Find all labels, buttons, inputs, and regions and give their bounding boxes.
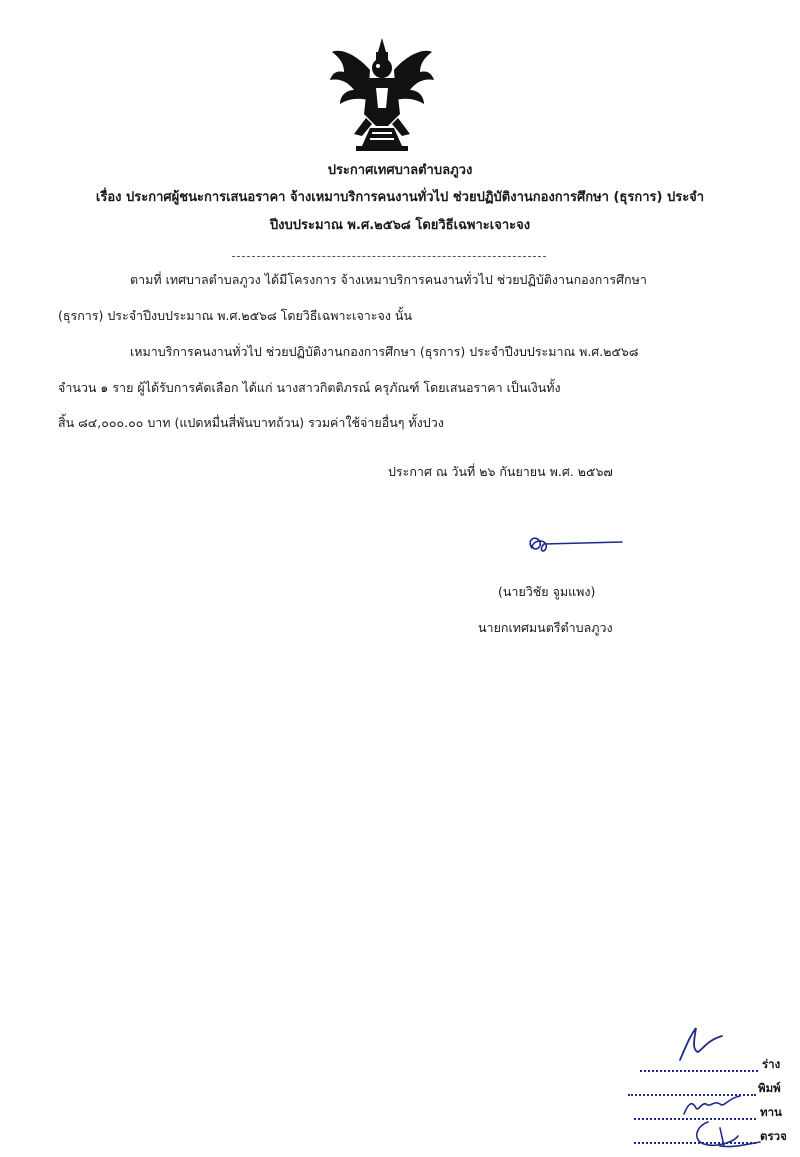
- drafter-initial-mark: [672, 1022, 732, 1064]
- signature-mark: [522, 530, 632, 560]
- checker-initial-mark: [690, 1118, 770, 1150]
- proof-label: ทาน: [760, 1105, 782, 1119]
- agency-title: ประกาศเทศบาลตำบลภูวง: [327, 163, 473, 178]
- paragraph-1-line-2: (ธุรการ) ประจำปีงบประมาณ พ.ศ.๒๕๖๘ โดยวิธีเฉพาะเจาะจง นั้น: [58, 308, 412, 323]
- print-label: พิมพ์: [758, 1081, 781, 1095]
- draft-label: ร่าง: [762, 1057, 781, 1071]
- signatory-name: (นายวิชัย จูมแพง): [498, 584, 596, 599]
- announcement-date: ประกาศ ณ วันที่ ๒๖ กันยายน พ.ศ. ๒๕๖๗: [388, 464, 613, 479]
- check-label: ตรวจ: [760, 1129, 787, 1143]
- draft-dotted-line: [640, 1070, 758, 1072]
- signatory-title: นายกเทศมนตรีตำบลภูวง: [478, 620, 613, 635]
- paragraph-1-line-1: ตามที่ เทศบาลตำบลภูวง ได้มีโครงการ จ้างเหมาบริการคนงานทั่วไป ช่วยปฏิบัติงานกองการศึกษา: [130, 272, 647, 287]
- paragraph-2-line-2: จำนวน ๑ ราย ผู้ได้รับการคัดเลือก ได้แก่ นางสาวกิตติภรณ์ ครุภัณฑ์ โดยเสนอราคา เป็นเงินทั้ง: [58, 380, 561, 395]
- paragraph-2-line-1: เหมาบริการคนงานทั่วไป ช่วยปฏิบัติงานกองการศึกษา (ธุรการ) ประจำปีงบประมาณ พ.ศ.๒๕๖๘: [130, 344, 639, 359]
- header-divider: [232, 256, 546, 257]
- subject-line-1: เรื่อง ประกาศผู้ชนะการเสนอราคา จ้างเหมาบริการคนงานทั่วไป ช่วยปฏิบัติงานกองการศึกษา (ธุรการ) ประจำ: [95, 190, 705, 205]
- garuda-emblem-icon: [326, 34, 438, 154]
- subject-line-2: ปีงบประมาณ พ.ศ.๒๕๖๘ โดยวิธีเฉพาะเจาะจง: [269, 218, 531, 233]
- paragraph-2-line-3: สิ้น ๘๔,๐๐๐.๐๐ บาท (แปดหมื่นสี่พันบาทถ้วน) รวมค่าใช้จ่ายอื่นๆ ทั้งปวง: [58, 415, 444, 430]
- proofreader-initial-mark: [680, 1090, 750, 1120]
- check-dotted-line: [634, 1142, 756, 1144]
